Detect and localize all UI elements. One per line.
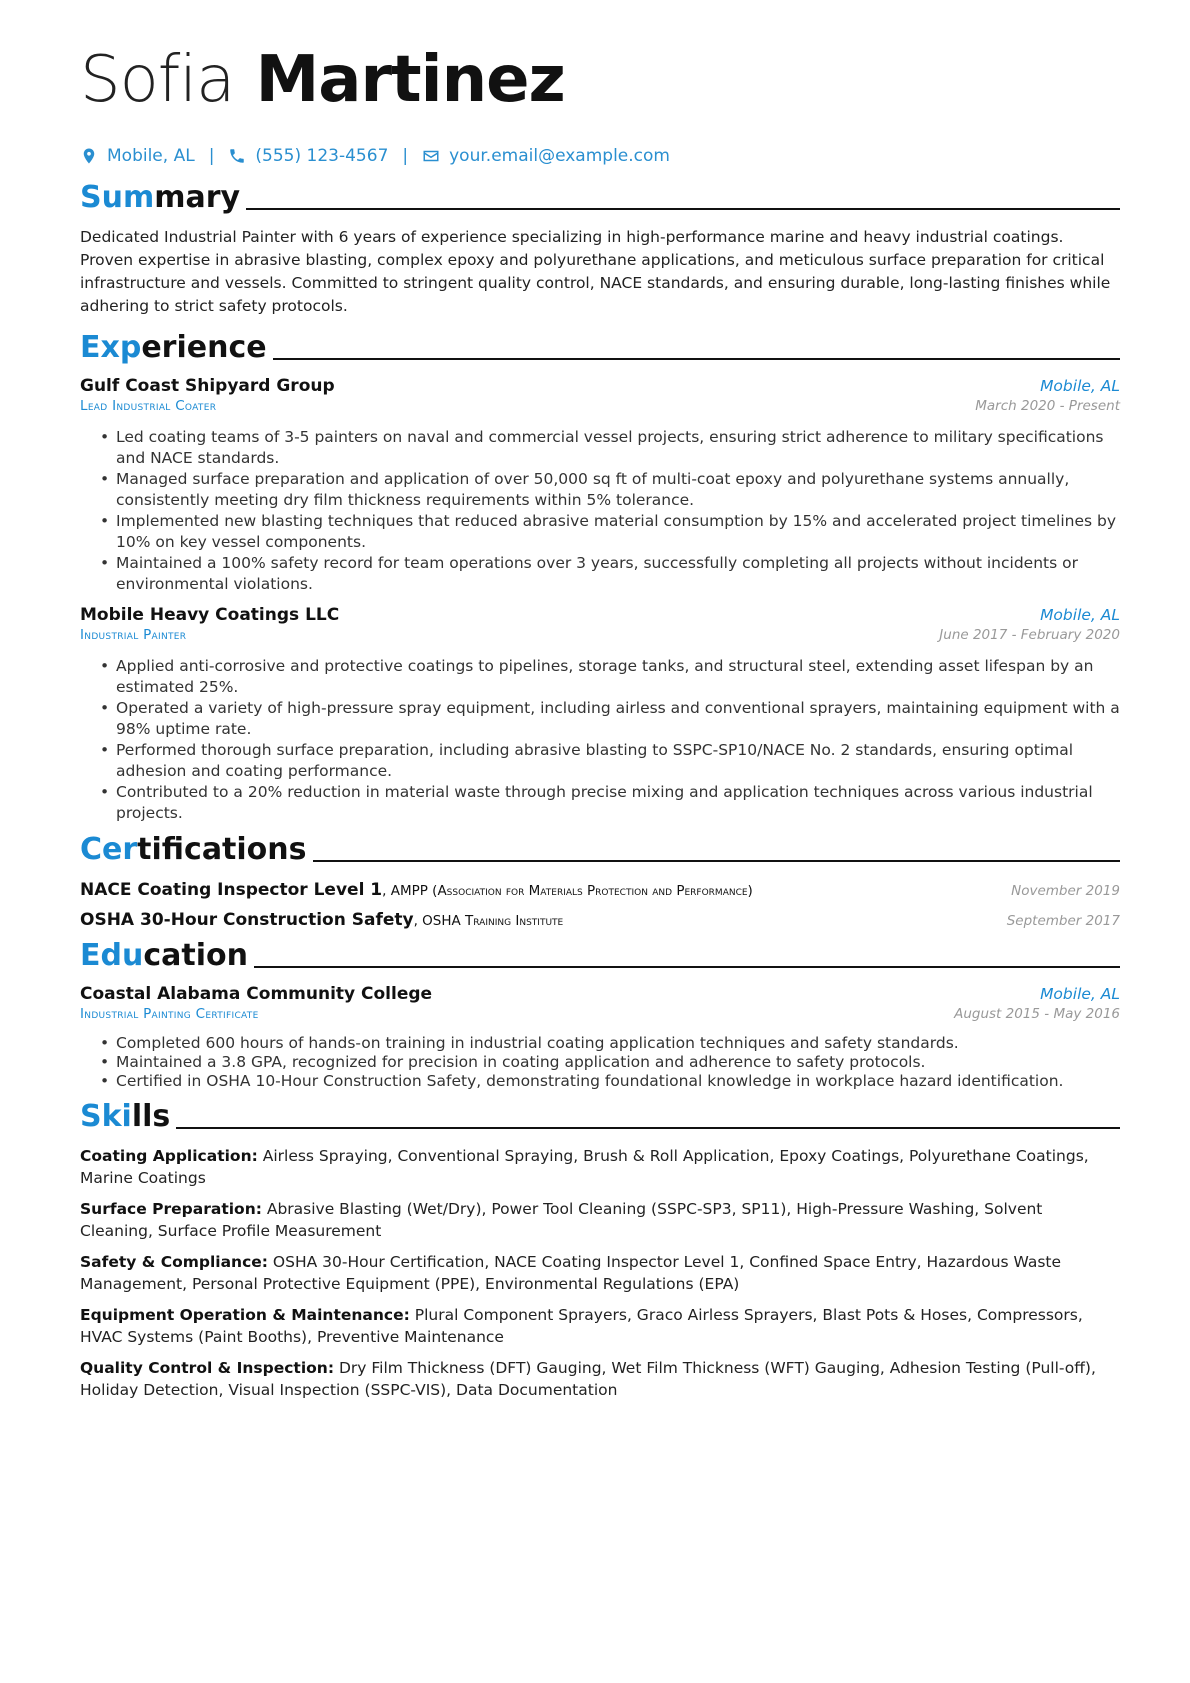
certification-date: September 2017 (1006, 913, 1120, 929)
skill-value: Dry Film Thickness (DFT) Gauging, Wet Film Thickness (WFT) Gauging, Adhesion Testing (Pull-off), Holiday Detection, Visual Inspection (SSPC-VIS), Data Documentation (80, 1359, 1096, 1399)
skill-value: Abrasive Blasting (Wet/Dry), Power Tool Cleaning (SSPC-SP3, SP11), High-Pressure Washing, Solvent Cleaning, Surface Profile Measurement (80, 1200, 1043, 1240)
section-divider (313, 860, 1120, 862)
list-item: • Performed thorough surface preparation, including abrasive blasting to SSPC-SP10/NACE No. 2 standards, ensuring optimal adhesion and coating performance. (116, 740, 1120, 782)
separator: | (208, 146, 215, 166)
section-divider (246, 208, 1120, 210)
map-pin-icon (80, 147, 98, 165)
contact-email[interactable] (422, 146, 670, 166)
skill-label: Quality Control & Inspection: (80, 1359, 335, 1377)
skill-label: Equipment Operation & Maintenance: (80, 1306, 410, 1324)
summary-text: Dedicated Industrial Painter with 6 years of experience specializing in high-performance marine and heavy industrial coatings. Proven expertise in abrasive blasting, complex epoxy and polyurethane applications, and meticulous surface preparation for critical infrastructure and vessels. Committed to stringent quality control, NACE standards, and ensuring durable, long-lasting finishes while adhering to strict safety protocols. (80, 228, 1111, 315)
skill-group (80, 1198, 1120, 1242)
job-location: Mobile, AL (1040, 606, 1120, 624)
job-role: Lead Industrial Coater (80, 398, 217, 414)
certification-name: OSHA 30-Hour Construction Safety (80, 910, 414, 930)
section-title: Education (80, 938, 248, 973)
email-text: your.email@example.com (449, 146, 670, 166)
skill-value: OSHA 30-Hour Certification, NACE Coating Inspector Level 1, Confined Space Entry, Hazardous Waste Management, Personal Protective Equipment (PPE), Environmental Regulations (EPA) (80, 1253, 1062, 1293)
education-section (80, 934, 1120, 1091)
list-item: • Operated a variety of high-pressure spray equipment, including airless and conventional sprayers, maintaining equipment with a 98% uptime rate. (116, 698, 1120, 740)
experience-section (80, 326, 1120, 824)
envelope-icon (422, 147, 440, 165)
job-bullets (80, 427, 1120, 595)
list-item: • Applied anti-corrosive and protective coatings to pipelines, storage tanks, and structural steel, extending asset lifespan by an estimated 25%. (116, 656, 1120, 698)
education-entry (80, 984, 1120, 1091)
phone-text: (555) 123-4567 (255, 146, 389, 166)
last-name: Martinez (255, 43, 565, 117)
candidate-name (80, 40, 1120, 120)
skills-section (80, 1095, 1120, 1401)
list-item: • Completed 600 hours of hands-on training in industrial coating application techniques and safety standards. (116, 1034, 1120, 1053)
skill-value: Plural Component Sprayers, Graco Airless Sprayers, Blast Pots & Hoses, Compressors, HVAC Systems (Paint Booths), Preventive Maintenance (80, 1306, 1083, 1346)
job-entry (80, 605, 1120, 824)
resume-page (80, 40, 1120, 1401)
job-bullets (80, 656, 1120, 824)
list-item: • Maintained a 3.8 GPA, recognized for precision in coating application and adherence to safety protocols. (116, 1053, 1120, 1072)
skill-value: Airless Spraying, Conventional Spraying, Brush & Roll Application, Epoxy Coatings, Polyurethane Coatings, Marine Coatings (80, 1147, 1089, 1187)
school-location: Mobile, AL (1040, 985, 1120, 1003)
skill-group (80, 1145, 1120, 1189)
job-entry (80, 376, 1120, 595)
school-name: Coastal Alabama Community College (80, 984, 433, 1004)
certifications-section (80, 828, 1120, 930)
certification-date: November 2019 (1011, 883, 1120, 899)
first-name: Sofia (80, 43, 235, 117)
separator: | (402, 146, 409, 166)
section-title: Experience (80, 330, 267, 365)
section-title: Skills (80, 1099, 171, 1134)
education-dates: August 2015 - May 2016 (954, 1006, 1120, 1022)
list-item: • Managed surface preparation and application of over 50,000 sq ft of multi-coat epoxy and polyurethane systems annually, consistently meeting dry film thickness requirements within 5% tolerance. (116, 469, 1120, 511)
section-divider (176, 1127, 1120, 1129)
section-divider (273, 358, 1120, 360)
job-dates: March 2020 - Present (975, 398, 1120, 414)
skill-label: Coating Application: (80, 1147, 258, 1165)
certification-issuer: , AMPP (Association for Materials Protection and Performance) (382, 883, 753, 899)
list-item: • Led coating teams of 3-5 painters on naval and commercial vessel projects, ensuring strict adherence to military specifications and NACE standards. (116, 427, 1120, 469)
skill-group (80, 1357, 1120, 1401)
skill-group (80, 1304, 1120, 1348)
contact-phone[interactable] (228, 146, 388, 166)
list-item: • Implemented new blasting techniques that reduced abrasive material consumption by 15% and accelerated project timelines by 10% on key vessel components. (116, 511, 1120, 553)
phone-icon (228, 147, 246, 165)
summary-section (80, 176, 1120, 318)
skill-label: Safety & Compliance: (80, 1253, 268, 1271)
list-item: • Maintained a 100% safety record for team operations over 3 years, successfully completing all projects without incidents or environmental violations. (116, 553, 1120, 595)
contact-location (80, 146, 195, 166)
list-item: • Certified in OSHA 10-Hour Construction Safety, demonstrating foundational knowledge in workplace hazard identification. (116, 1072, 1120, 1091)
section-divider (254, 966, 1120, 968)
certification-item (80, 910, 1120, 930)
job-role: Industrial Painter (80, 627, 187, 643)
location-text: Mobile, AL (107, 146, 195, 166)
contact-bar (80, 144, 1120, 168)
certification-name: NACE Coating Inspector Level 1 (80, 880, 383, 900)
section-title: Summary (80, 180, 241, 215)
job-location: Mobile, AL (1040, 377, 1120, 395)
job-dates: June 2017 - February 2020 (939, 627, 1120, 643)
certification-item (80, 880, 1120, 900)
section-title: Certifications (80, 832, 307, 867)
skill-label: Surface Preparation: (80, 1200, 262, 1218)
company-name: Gulf Coast Shipyard Group (80, 376, 335, 396)
certification-issuer: , OSHA Training Institute (413, 913, 564, 929)
skill-group (80, 1251, 1120, 1295)
program-name: Industrial Painting Certificate (80, 1006, 259, 1022)
company-name: Mobile Heavy Coatings LLC (80, 605, 340, 625)
education-bullets (80, 1034, 1120, 1091)
list-item: • Contributed to a 20% reduction in material waste through precise mixing and application techniques across various industrial projects. (116, 782, 1120, 824)
